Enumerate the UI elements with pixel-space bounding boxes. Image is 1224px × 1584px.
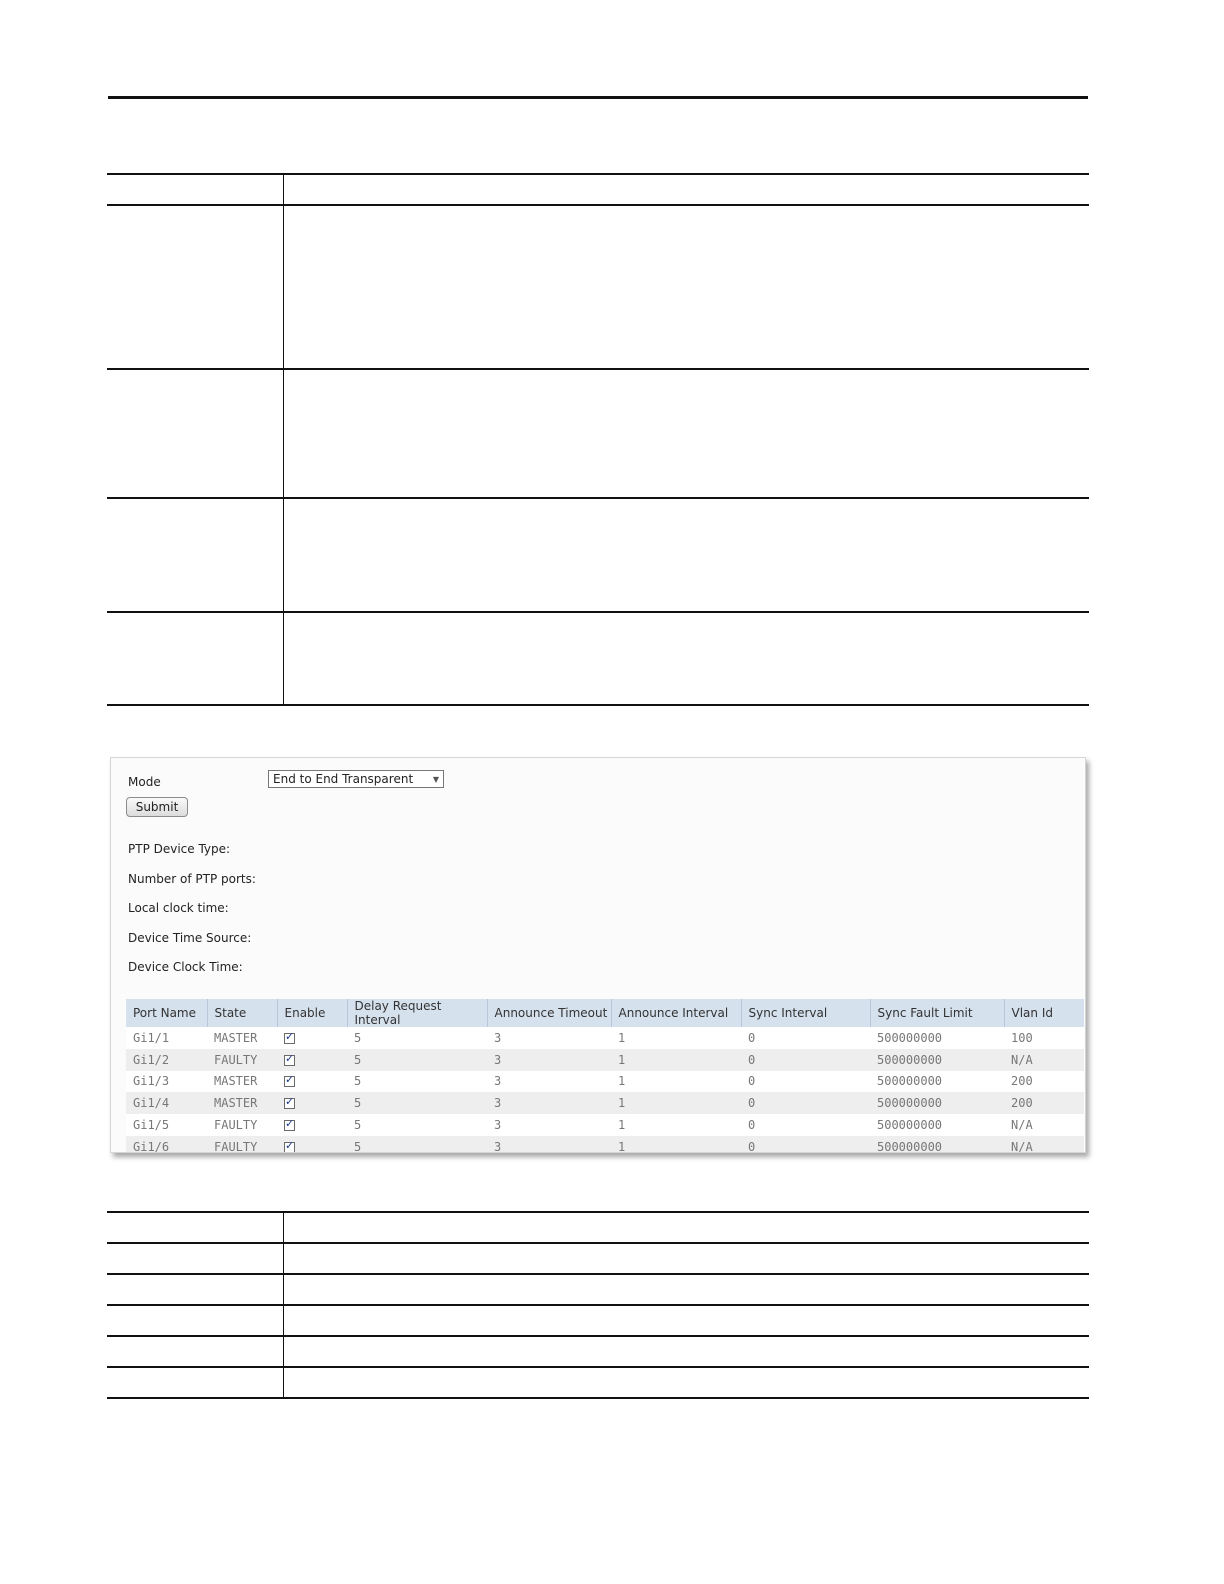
state-cell: MASTER (207, 1071, 277, 1093)
table-row[interactable] (126, 1114, 1084, 1136)
announce-interval-cell: 1 (611, 1136, 741, 1153)
enable-checkbox[interactable] (284, 1142, 295, 1153)
table-cell (284, 1367, 1090, 1398)
table-row[interactable] (126, 1049, 1084, 1071)
table-cell (284, 1305, 1090, 1336)
ptp-screenshot-panel (110, 757, 1086, 1153)
mode-select[interactable] (268, 770, 444, 788)
enable-cell (277, 1114, 347, 1136)
column-header-state[interactable]: State (207, 999, 277, 1027)
table-cell (107, 205, 284, 369)
sync-interval-cell: 0 (741, 1092, 870, 1114)
local-clock-time-label: Local clock time: (128, 901, 229, 915)
table-row[interactable] (126, 1136, 1084, 1153)
delay-request-interval-cell: 5 (347, 1071, 487, 1093)
port-name-cell: Gi1/2 (126, 1049, 207, 1071)
column-header-delay-request-interval[interactable]: Delay Request Interval (347, 999, 487, 1027)
sync-interval-cell: 0 (741, 1136, 870, 1153)
announce-timeout-cell: 3 (487, 1114, 611, 1136)
table-cell (284, 1212, 1090, 1243)
announce-interval-cell: 1 (611, 1027, 741, 1049)
column-header-vlan-id[interactable]: Vlan Id (1004, 999, 1084, 1027)
port-name-cell: Gi1/6 (126, 1136, 207, 1153)
announce-timeout-cell: 3 (487, 1049, 611, 1071)
state-cell: FAULTY (207, 1114, 277, 1136)
table-cell (284, 498, 1090, 612)
sync-fault-limit-cell: 500000000 (870, 1114, 1004, 1136)
enable-cell (277, 1136, 347, 1153)
announce-interval-cell: 1 (611, 1114, 741, 1136)
column-header-port-name[interactable]: Port Name (126, 999, 207, 1027)
state-cell: FAULTY (207, 1136, 277, 1153)
enable-checkbox[interactable] (284, 1033, 295, 1044)
table-cell (107, 1367, 284, 1398)
chevron-down-icon: ▼ (432, 775, 439, 784)
table-cell (107, 1305, 284, 1336)
sync-interval-cell: 0 (741, 1071, 870, 1093)
state-cell: MASTER (207, 1027, 277, 1049)
table-cell (107, 1243, 284, 1274)
table-cell (107, 174, 284, 205)
enable-checkbox[interactable] (284, 1120, 295, 1131)
enable-checkbox[interactable] (284, 1098, 295, 1109)
vlan-id-cell: N/A (1004, 1114, 1084, 1136)
table-cell (284, 369, 1090, 498)
announce-timeout-cell: 3 (487, 1092, 611, 1114)
enable-cell (277, 1092, 347, 1114)
column-header-announce-timeout[interactable]: Announce Timeout (487, 999, 611, 1027)
table-cell (107, 1336, 284, 1367)
column-header-announce-interval[interactable]: Announce Interval (611, 999, 741, 1027)
enable-checkbox[interactable] (284, 1055, 295, 1066)
device-time-source-label: Device Time Source: (128, 931, 252, 945)
enable-cell (277, 1027, 347, 1049)
delay-request-interval-cell: 5 (347, 1092, 487, 1114)
device-clock-time-label: Device Clock Time: (128, 960, 243, 974)
port-name-cell: Gi1/4 (126, 1092, 207, 1114)
table-cell (284, 1243, 1090, 1274)
enable-checkbox[interactable] (284, 1076, 295, 1087)
announce-timeout-cell: 3 (487, 1071, 611, 1093)
enable-cell (277, 1071, 347, 1093)
vlan-id-cell: 200 (1004, 1092, 1084, 1114)
document-table-top (107, 173, 1089, 706)
port-name-cell: Gi1/3 (126, 1071, 207, 1093)
ptp-device-type-label: PTP Device Type: (128, 842, 231, 856)
announce-timeout-cell: 3 (487, 1027, 611, 1049)
enable-cell (277, 1049, 347, 1071)
table-cell (284, 1274, 1090, 1305)
delay-request-interval-cell: 5 (347, 1136, 487, 1153)
sync-interval-cell: 0 (741, 1049, 870, 1071)
ptp-port-table (126, 999, 1084, 1153)
sync-fault-limit-cell: 500000000 (870, 1136, 1004, 1153)
table-cell (107, 498, 284, 612)
ptp-ports-count-label: Number of PTP ports: (128, 872, 256, 886)
sync-fault-limit-cell: 500000000 (870, 1092, 1004, 1114)
table-cell (107, 612, 284, 705)
column-header-enable[interactable]: Enable (277, 999, 347, 1027)
sync-fault-limit-cell: 500000000 (870, 1049, 1004, 1071)
port-name-cell: Gi1/5 (126, 1114, 207, 1136)
announce-interval-cell: 1 (611, 1092, 741, 1114)
table-cell (284, 174, 1090, 205)
sync-interval-cell: 0 (741, 1114, 870, 1136)
table-cell (284, 205, 1090, 369)
vlan-id-cell: N/A (1004, 1049, 1084, 1071)
table-cell (107, 1212, 284, 1243)
table-cell (107, 1274, 284, 1305)
vlan-id-cell: N/A (1004, 1136, 1084, 1153)
document-table-bottom (107, 1211, 1089, 1399)
port-name-cell: Gi1/1 (126, 1027, 207, 1049)
table-cell (107, 369, 284, 498)
column-header-sync-fault-limit[interactable]: Sync Fault Limit (870, 999, 1004, 1027)
announce-interval-cell: 1 (611, 1071, 741, 1093)
mode-select-value: End to End Transparent (273, 772, 414, 786)
vlan-id-cell: 200 (1004, 1071, 1084, 1093)
sync-interval-cell: 0 (741, 1027, 870, 1049)
state-cell: MASTER (207, 1092, 277, 1114)
state-cell: FAULTY (207, 1049, 277, 1071)
delay-request-interval-cell: 5 (347, 1049, 487, 1071)
submit-button[interactable]: Submit (126, 797, 188, 817)
table-cell (284, 1336, 1090, 1367)
table-row[interactable] (126, 1092, 1084, 1114)
announce-interval-cell: 1 (611, 1049, 741, 1071)
delay-request-interval-cell: 5 (347, 1114, 487, 1136)
table-row[interactable] (126, 1071, 1084, 1093)
sync-fault-limit-cell: 500000000 (870, 1071, 1004, 1093)
sync-fault-limit-cell: 500000000 (870, 1027, 1004, 1049)
announce-timeout-cell: 3 (487, 1136, 611, 1153)
delay-request-interval-cell: 5 (347, 1027, 487, 1049)
mode-label: Mode (128, 775, 161, 789)
header-rule (108, 96, 1088, 99)
table-row[interactable] (126, 1027, 1084, 1049)
table-cell (284, 612, 1090, 705)
vlan-id-cell: 100 (1004, 1027, 1084, 1049)
column-header-sync-interval[interactable]: Sync Interval (741, 999, 870, 1027)
